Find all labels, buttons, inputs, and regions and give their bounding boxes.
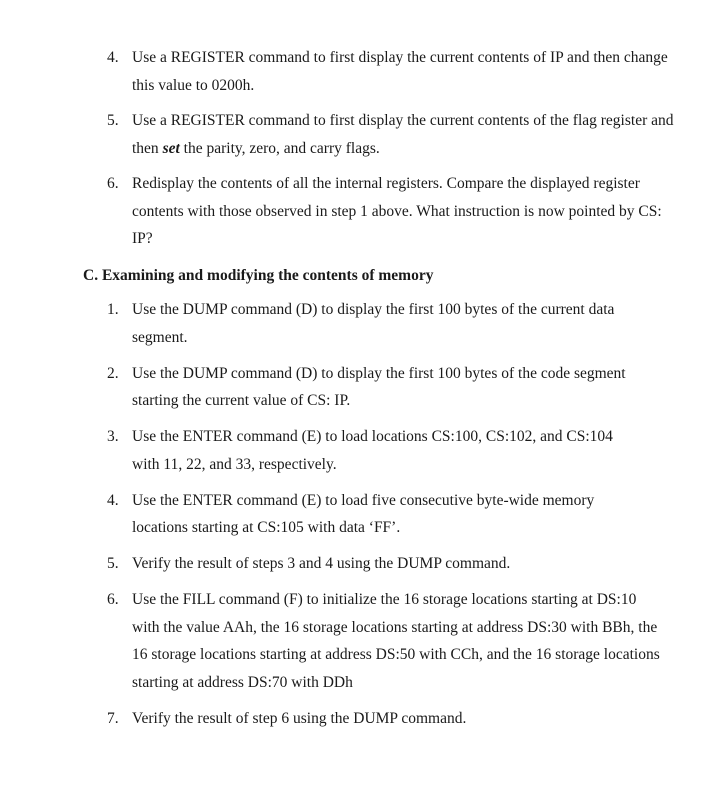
step-number: 2. (107, 364, 119, 382)
step-number: 4. (107, 49, 119, 66)
step-number: 5. (107, 112, 119, 129)
list-item (0, 44, 714, 99)
step-number: 4. (107, 491, 119, 509)
memory-steps-list (0, 296, 714, 741)
list-item (0, 586, 702, 696)
step-number: 5. (107, 555, 119, 572)
step-text-pre: Use a REGISTER command to first display the current contents of the flag register and then (132, 112, 674, 157)
list-item (0, 423, 682, 478)
list-item (0, 107, 714, 162)
section-heading: C. Examining and modifying the contents of memory (83, 267, 434, 284)
step-text: Redisplay the contents of all the internal registers. Compare the displayed register contents with those observed in step 1 above. What instruction is now pointed by CS: IP? (132, 175, 662, 247)
step-text: Use the ENTER command (E) to load five consecutive byte-wide memory locations starting at CS:105 with data ‘FF’. (132, 491, 595, 536)
step-number: 7. (107, 709, 119, 727)
list-item (0, 487, 662, 542)
step-text: Use the FILL command (F) to initialize the 16 storage locations starting at DS:10 with the value AAh, the 16 storage locations starting at address DS:30 with BBh, the 16 storage locations starting at address DS:50 with CCh, and the 16 storage locations starting at address DS:70 with DDh (132, 591, 660, 691)
list-item (0, 550, 702, 578)
step-text-post: the parity, zero, and carry flags. (179, 139, 380, 157)
step-number: 1. (107, 301, 119, 318)
step-number: 6. (107, 175, 119, 192)
step-text: Use the DUMP command (D) to display the first 100 bytes of the current data segment. (132, 301, 615, 346)
step-text: Use the ENTER command (E) to load locations CS:100, CS:102, and CS:104 with 11, 22, and 33, respectively. (132, 428, 613, 473)
step-number: 3. (107, 428, 119, 445)
list-item (0, 296, 702, 351)
step-text: Verify the result of step 6 using the DUMP command. (132, 709, 467, 727)
register-steps-list (0, 44, 714, 261)
step-text-emphasis: set (162, 139, 180, 157)
step-text: Verify the result of steps 3 and 4 using the DUMP command. (132, 555, 511, 572)
step-text: Use a REGISTER command to first display the current contents of IP and then change this value to 0200h. (132, 49, 668, 94)
list-item (0, 170, 714, 253)
step-text: Use the DUMP command (D) to display the first 100 bytes of the code segment starting the current value of CS: IP. (132, 364, 626, 409)
list-item (0, 705, 702, 733)
step-number: 6. (107, 591, 119, 608)
list-item (0, 360, 702, 415)
